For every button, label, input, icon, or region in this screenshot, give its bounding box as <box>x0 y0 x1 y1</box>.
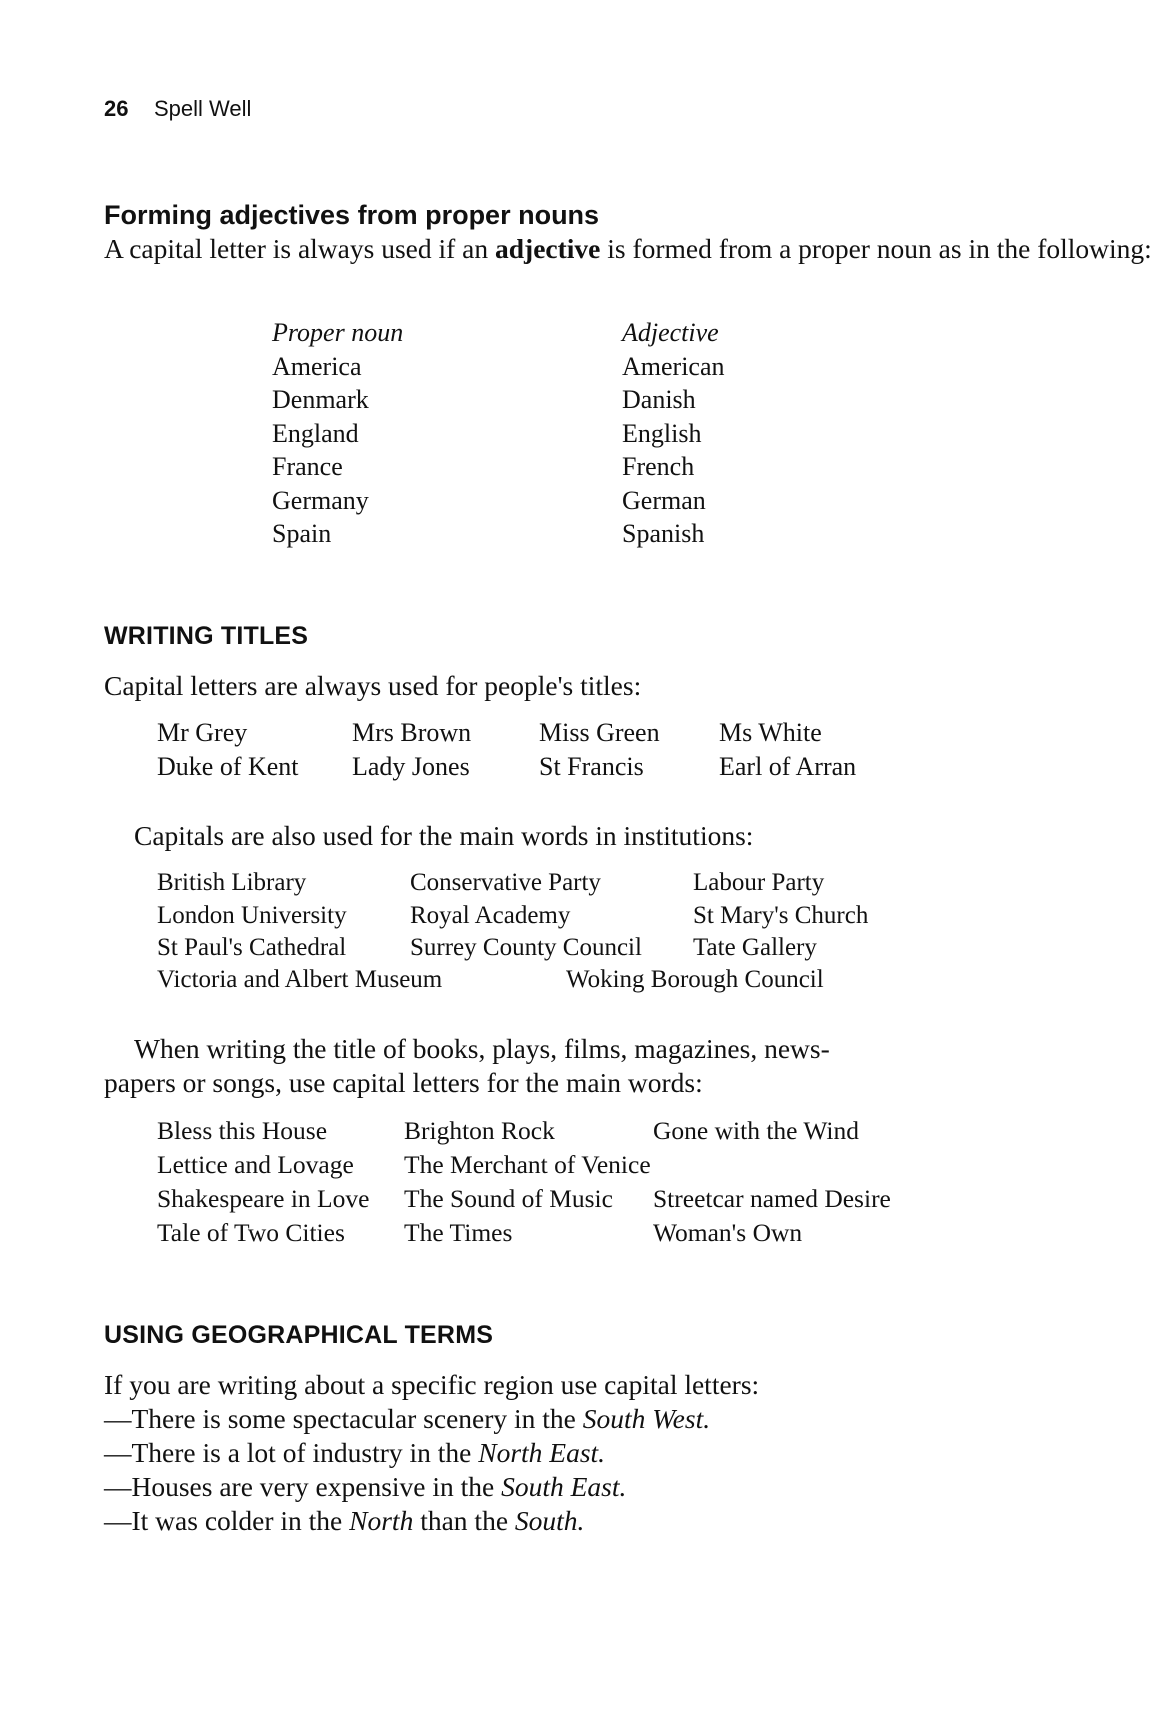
example-text: —It was colder in the <box>104 1505 350 1536</box>
geography-example-line <box>104 1471 626 1503</box>
geography-intro-paragraph: If you are writing about a specific region use capital letters: <box>104 1369 760 1400</box>
adjective-item: English <box>622 419 702 448</box>
proper-noun-item: Spain <box>272 519 332 548</box>
adjective-item: German <box>622 486 706 515</box>
geography-example-line <box>104 1437 605 1469</box>
institution-example: Royal Academy <box>410 902 571 929</box>
title-example: Mrs Brown <box>352 718 472 747</box>
section-heading-geographical-terms: USING GEOGRAPHICAL TERMS <box>104 1321 494 1349</box>
region-name: South. <box>514 1505 585 1536</box>
institution-example: Labour Party <box>693 869 825 896</box>
work-title-example: Brighton Rock <box>404 1116 555 1145</box>
work-title-example: The Sound of Music <box>404 1184 613 1213</box>
proper-noun-item: America <box>272 352 362 381</box>
running-header-title: Spell Well <box>154 96 252 121</box>
proper-noun-item: Denmark <box>272 385 369 414</box>
geography-example-line <box>104 1403 710 1435</box>
geography-example-line <box>104 1505 584 1537</box>
proper-noun-item: Germany <box>272 486 369 515</box>
adjective-item: Spanish <box>622 519 705 548</box>
region-name: South East. <box>501 1471 627 1502</box>
section-heading-writing-titles: WRITING TITLES <box>104 622 309 650</box>
institution-example: Tate Gallery <box>693 934 817 961</box>
work-title-example: Bless this House <box>157 1116 328 1145</box>
institutions-intro-paragraph: Capitals are also used for the main words in institutions: <box>134 820 754 851</box>
institution-example: Victoria and Albert Museum <box>157 966 443 993</box>
work-title-example: Shakespeare in Love <box>157 1184 370 1213</box>
region-name: North East. <box>478 1437 606 1468</box>
example-text: —Houses are very expensive in the <box>104 1471 502 1502</box>
page-number: 26 <box>104 96 129 121</box>
works-intro-line-2: papers or songs, use capital letters for the main words: <box>104 1067 703 1098</box>
column-header-proper-noun: Proper noun <box>272 318 404 347</box>
column-header-adjective: Adjective <box>622 318 719 347</box>
title-example: Miss Green <box>539 718 660 747</box>
institution-example: St Paul's Cathedral <box>157 934 347 961</box>
example-text: —There is some spectacular scenery in the <box>104 1403 583 1434</box>
work-title-example: Lettice and Lovage <box>157 1150 354 1179</box>
institution-example: Surrey County Council <box>410 934 642 961</box>
intro-text-after: is formed from a proper noun as in the following: <box>600 233 1152 264</box>
adjective-item: Danish <box>622 385 696 414</box>
work-title-example: The Merchant of Venice <box>404 1150 651 1179</box>
institution-example: London University <box>157 902 347 929</box>
example-text: —There is a lot of industry in the <box>104 1437 479 1468</box>
work-title-example: The Times <box>404 1218 513 1247</box>
intro-bold-term: adjective <box>495 233 601 264</box>
intro-text-before: A capital letter is always used if an <box>104 233 495 264</box>
work-title-example: Gone with the Wind <box>653 1116 860 1145</box>
title-example: Ms White <box>719 718 822 747</box>
work-title-example: Tale of Two Cities <box>157 1218 345 1247</box>
example-text: than the <box>413 1505 515 1536</box>
work-title-example: Woman's Own <box>653 1218 803 1247</box>
adjective-item: American <box>622 352 725 381</box>
titles-intro-paragraph: Capital letters are always used for people's titles: <box>104 670 642 701</box>
title-example: St Francis <box>539 752 644 781</box>
institution-example: British Library <box>157 869 307 896</box>
region-name: South West. <box>582 1403 711 1434</box>
institution-example: Conservative Party <box>410 869 601 896</box>
institution-example: St Mary's Church <box>693 902 869 929</box>
institution-example: Woking Borough Council <box>566 966 824 993</box>
proper-noun-item: England <box>272 419 359 448</box>
proper-noun-item: France <box>272 452 343 481</box>
work-title-example: Streetcar named Desire <box>653 1184 891 1213</box>
works-intro-line-1: When writing the title of books, plays, films, magazines, news- <box>134 1033 830 1064</box>
title-example: Lady Jones <box>352 752 470 781</box>
section-heading-adjectives: Forming adjectives from proper nouns <box>104 200 600 230</box>
region-name: North <box>349 1505 414 1536</box>
title-example: Earl of Arran <box>719 752 857 781</box>
adjective-item: French <box>622 452 695 481</box>
title-example: Mr Grey <box>157 718 248 747</box>
title-example: Duke of Kent <box>157 752 299 781</box>
adjectives-intro-paragraph <box>104 232 1152 266</box>
